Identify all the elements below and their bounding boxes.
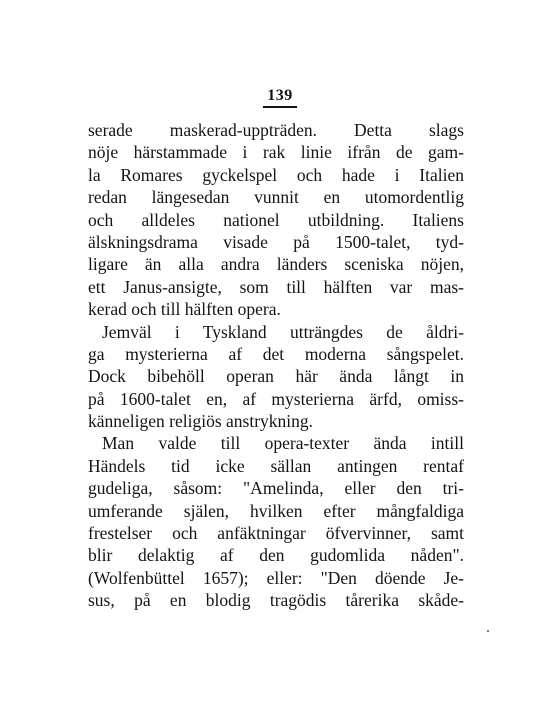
text-line: känneligen religiös anstrykning. [88, 411, 314, 432]
text-line: Dock bibehöll operan här ända långt in [88, 366, 464, 387]
text-line: sus, på en blodig tragödis tårerika skåde- [88, 590, 464, 611]
body-text [88, 119, 464, 612]
text-line: serade maskerad-uppträden. Detta slags [88, 120, 464, 140]
text-line: Man valde till opera-texter ända intill [102, 433, 464, 454]
text-line: ligare än alla andra länders sceniska nöjen, [88, 254, 464, 275]
text-line: älskningsdrama visade på 1500-talet, tyd- [88, 231, 464, 252]
text-line: ga mysterierna af det moderna sångspelet. [88, 343, 464, 364]
text-line: på 1600-talet en, af mysterierna ärfd, omiss- [88, 388, 464, 409]
text-line: nöje härstammade i rak linie ifrån de gam- [88, 142, 464, 163]
text-line: Händels tid icke sällan antingen rentaf [88, 455, 464, 476]
text-line: umferande själen, hvilken efter mångfaldiga [88, 500, 464, 521]
text-line: Jemväl i Tyskland utträngdes de åldri- [102, 321, 464, 342]
text-line: och alldeles nationel utbildning. Italiens [88, 209, 464, 230]
page-header [250, 87, 310, 108]
text-line: la Romares gyckelspel och hade i Italien [88, 164, 464, 185]
page-number-underline [263, 106, 297, 108]
text-line: gudeliga, såsom: "Amelinda, eller den tri- [88, 478, 464, 499]
text-line: blir delaktig af den gudomlida nåden". [88, 545, 464, 566]
paper-speck [487, 630, 489, 632]
text-line: redan längesedan vunnit en utomordentlig [88, 187, 464, 208]
text-line: ett Janus-ansigte, som till hälften var mas- [88, 276, 464, 297]
text-line: (Wolfenbüttel 1657); eller: "Den döende Je- [88, 567, 464, 588]
text-line: kerad och till hälften opera. [88, 299, 281, 320]
text-line: frestelser och anfäktningar öfvervinner, samt [88, 523, 464, 544]
page-number: 139 [267, 87, 293, 104]
